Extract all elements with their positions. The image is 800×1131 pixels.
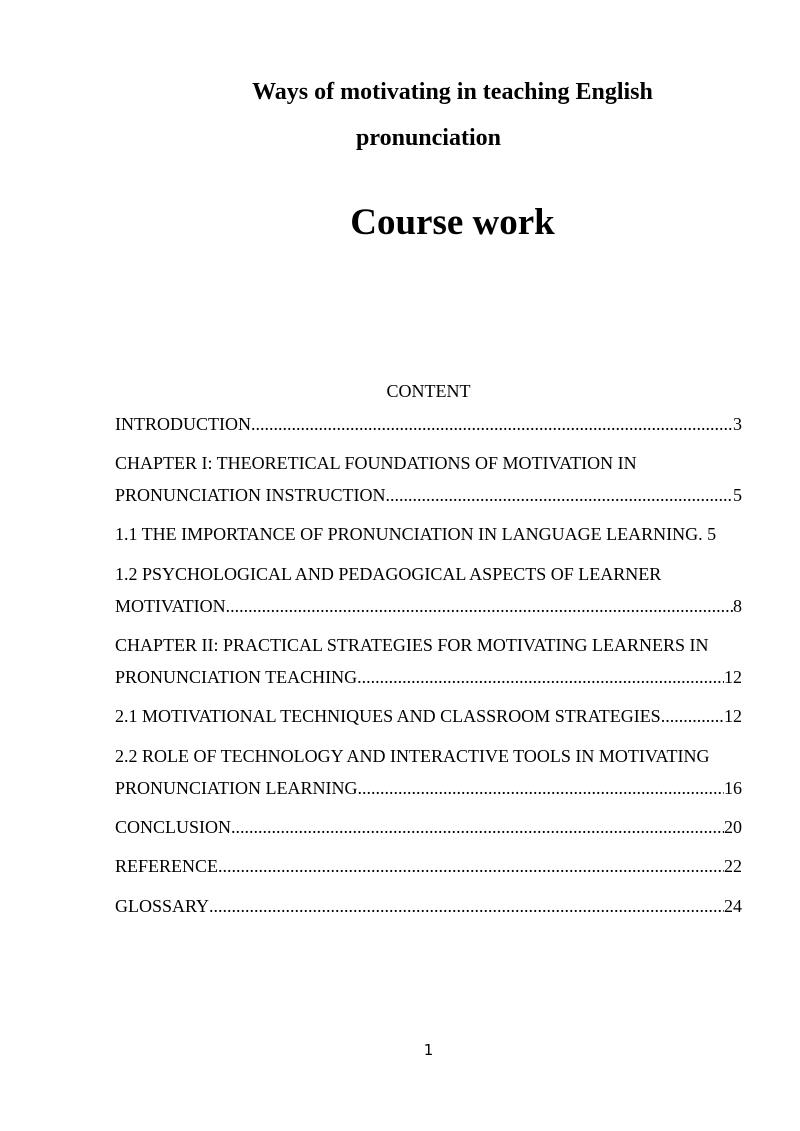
toc-entry-page: 12 bbox=[724, 667, 742, 687]
document-title-line-2: pronunciation bbox=[356, 125, 501, 151]
toc-entry-label: MOTIVATION bbox=[115, 596, 226, 616]
toc-entry-page: 8 bbox=[733, 596, 742, 616]
toc-entry-label: PRONUNCIATION TEACHING bbox=[115, 667, 358, 687]
toc-entry-page: 22 bbox=[724, 856, 742, 876]
toc-entry-label: 2.2 ROLE OF TECHNOLOGY AND INTERACTIVE TOOLS IN MOTIVATING bbox=[115, 746, 710, 766]
toc-entry-label: 1.2 PSYCHOLOGICAL AND PEDAGOGICAL ASPECTS OF LEARNER bbox=[115, 564, 662, 584]
toc-leader-dots bbox=[358, 777, 725, 799]
toc-entry-chapter-1-line-1[interactable] bbox=[115, 452, 742, 474]
toc-entry-label: GLOSSARY bbox=[115, 896, 210, 916]
toc-leader-dots bbox=[226, 595, 733, 617]
toc-entry-label: 1.1 THE IMPORTANCE OF PRONUNCIATION IN LANGUAGE LEARNING. bbox=[115, 524, 703, 544]
toc-entry-section-2-2-line-1[interactable] bbox=[115, 745, 742, 767]
toc-entry-section-1-2-line-1[interactable] bbox=[115, 563, 742, 585]
toc-entry-page: 5 bbox=[707, 524, 717, 544]
document-subtitle: Course work bbox=[350, 202, 555, 243]
toc-entry-introduction[interactable] bbox=[115, 413, 742, 435]
toc-entry-chapter-1-line-2[interactable] bbox=[115, 484, 742, 506]
toc-entry-page: 5 bbox=[733, 485, 742, 505]
toc-entry-label: PRONUNCIATION LEARNING bbox=[115, 778, 358, 798]
toc-entry-reference[interactable] bbox=[115, 855, 742, 877]
toc-leader-dots bbox=[218, 855, 724, 877]
toc-entry-chapter-2-line-2[interactable] bbox=[115, 666, 742, 688]
toc-entry-section-1-1[interactable] bbox=[115, 523, 742, 545]
toc-entry-label: REFERENCE bbox=[115, 856, 219, 876]
document-title-line-1: Ways of motivating in teaching English bbox=[252, 79, 653, 105]
toc-entry-page: 3 bbox=[733, 414, 742, 434]
toc-leader-dots bbox=[386, 484, 733, 506]
toc-entry-page: 16 bbox=[724, 778, 742, 798]
toc-entry-section-1-2-line-2[interactable] bbox=[115, 595, 742, 617]
toc-entry-label: CHAPTER II: PRACTICAL STRATEGIES FOR MOTIVATING LEARNERS IN bbox=[115, 635, 709, 655]
toc-entry-section-2-1[interactable] bbox=[115, 705, 742, 727]
toc-entry-page: 24 bbox=[724, 896, 742, 916]
toc-heading: CONTENT bbox=[386, 381, 471, 401]
toc-entry-label: 2.1 MOTIVATIONAL TECHNIQUES AND CLASSROOM STRATEGIES bbox=[115, 706, 661, 726]
toc-entry-chapter-2-line-1[interactable] bbox=[115, 634, 742, 656]
toc-entry-page: 12 bbox=[724, 706, 742, 726]
toc-leader-dots bbox=[251, 413, 733, 435]
toc-entry-page: 20 bbox=[724, 817, 742, 837]
toc-leader-dots bbox=[231, 816, 724, 838]
toc-leader-dots bbox=[209, 895, 724, 917]
toc-leader-dots bbox=[661, 705, 724, 727]
toc-entry-label: CHAPTER I: THEORETICAL FOUNDATIONS OF MOTIVATION IN bbox=[115, 453, 637, 473]
toc-entry-label: PRONUNCIATION INSTRUCTION bbox=[115, 485, 386, 505]
toc-entry-section-2-2-line-2[interactable] bbox=[115, 777, 742, 799]
toc-entry-glossary[interactable] bbox=[115, 895, 742, 917]
toc-entry-conclusion[interactable] bbox=[115, 816, 742, 838]
toc-entry-label: INTRODUCTION bbox=[115, 414, 251, 434]
toc-leader-dots bbox=[357, 666, 724, 688]
toc-entry-label: CONCLUSION bbox=[115, 817, 232, 837]
page-number: 1 bbox=[423, 1041, 434, 1059]
